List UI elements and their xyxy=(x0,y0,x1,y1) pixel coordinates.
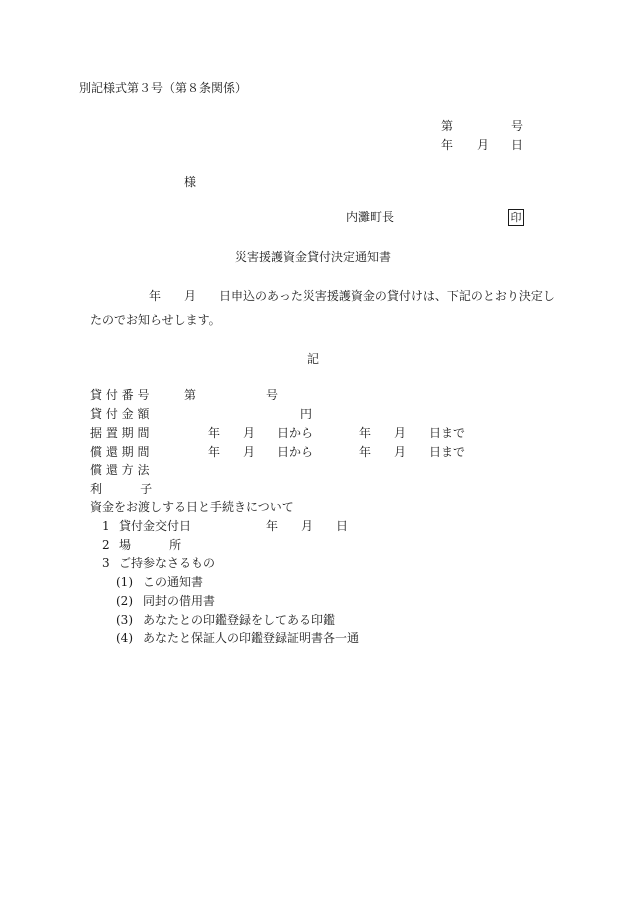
delivery-day: 日 xyxy=(336,519,349,533)
ki-heading: 記 xyxy=(307,352,320,366)
procedure-number-2: 2 xyxy=(102,538,110,552)
form-number: 別記様式第３号（第８条関係） xyxy=(79,81,248,95)
grace-from-day: 日から xyxy=(277,426,314,440)
body-line-2: たのでお知らせします。 xyxy=(90,313,221,327)
document-title: 災害援護資金貸付決定通知書 xyxy=(235,250,392,264)
sub-item-number: (1) xyxy=(116,575,133,589)
loan-number-dai: 第 xyxy=(184,388,197,402)
procedure-number-1: 1 xyxy=(102,519,110,533)
seal-mark: 印 xyxy=(508,209,524,226)
grace-from-month: 月 xyxy=(243,426,256,440)
sub-item-text: この通知書 xyxy=(143,575,204,589)
repay-from-month: 月 xyxy=(243,445,256,459)
grace-period-label: 据 置 期 間 xyxy=(90,426,150,440)
addressee-suffix: 様 xyxy=(184,175,197,189)
header-dai: 第 xyxy=(441,119,454,133)
interest-label: 利 子 xyxy=(90,482,153,496)
repay-period-label: 償 還 期 間 xyxy=(90,445,150,459)
header-month: 月 xyxy=(477,138,490,152)
grace-from-year: 年 xyxy=(208,426,221,440)
grace-to-day: 日まで xyxy=(429,426,466,440)
repay-method-label: 償 還 方 法 xyxy=(90,463,150,477)
repay-from-day: 日から xyxy=(277,445,314,459)
delivery-year: 年 xyxy=(266,519,279,533)
procedure-heading: 資金をお渡しする日と手続きについて xyxy=(90,500,294,514)
loan-amount-unit: 円 xyxy=(300,407,313,421)
header-day: 日 xyxy=(511,138,524,152)
sub-item-text: あなたと保証人の印鑑登録証明書各一通 xyxy=(143,631,360,645)
body-month: 月 xyxy=(184,289,197,303)
repay-to-day: 日まで xyxy=(429,445,466,459)
loan-number-label: 貸 付 番 号 xyxy=(90,388,150,402)
delivery-date-label: 貸付金交付日 xyxy=(119,519,192,533)
loan-amount-label: 貸 付 金 額 xyxy=(90,407,150,421)
procedure-number-3: 3 xyxy=(102,556,110,570)
sub-item-number: (2) xyxy=(116,594,133,608)
issuer-name: 内灘町長 xyxy=(346,210,395,224)
sub-item-text: 同封の借用書 xyxy=(143,594,216,608)
repay-to-month: 月 xyxy=(394,445,407,459)
sub-item-number: (4) xyxy=(116,631,133,645)
sub-item-text: あなたとの印鑑登録をしてある印鑑 xyxy=(143,613,336,627)
place-label: 場 所 xyxy=(119,538,182,552)
grace-to-year: 年 xyxy=(359,426,372,440)
body-year: 年 xyxy=(149,289,162,303)
header-go: 号 xyxy=(511,119,524,133)
body-line-1: 日申込のあった災害援護資金の貸付けは、下記のとおり決定し xyxy=(219,289,555,303)
loan-number-go: 号 xyxy=(266,388,279,402)
grace-to-month: 月 xyxy=(394,426,407,440)
sub-item-number: (3) xyxy=(116,613,133,627)
repay-to-year: 年 xyxy=(359,445,372,459)
bring-items-label: ご持参なさるもの xyxy=(119,556,216,570)
delivery-month: 月 xyxy=(301,519,314,533)
header-year: 年 xyxy=(441,138,454,152)
repay-from-year: 年 xyxy=(208,445,221,459)
